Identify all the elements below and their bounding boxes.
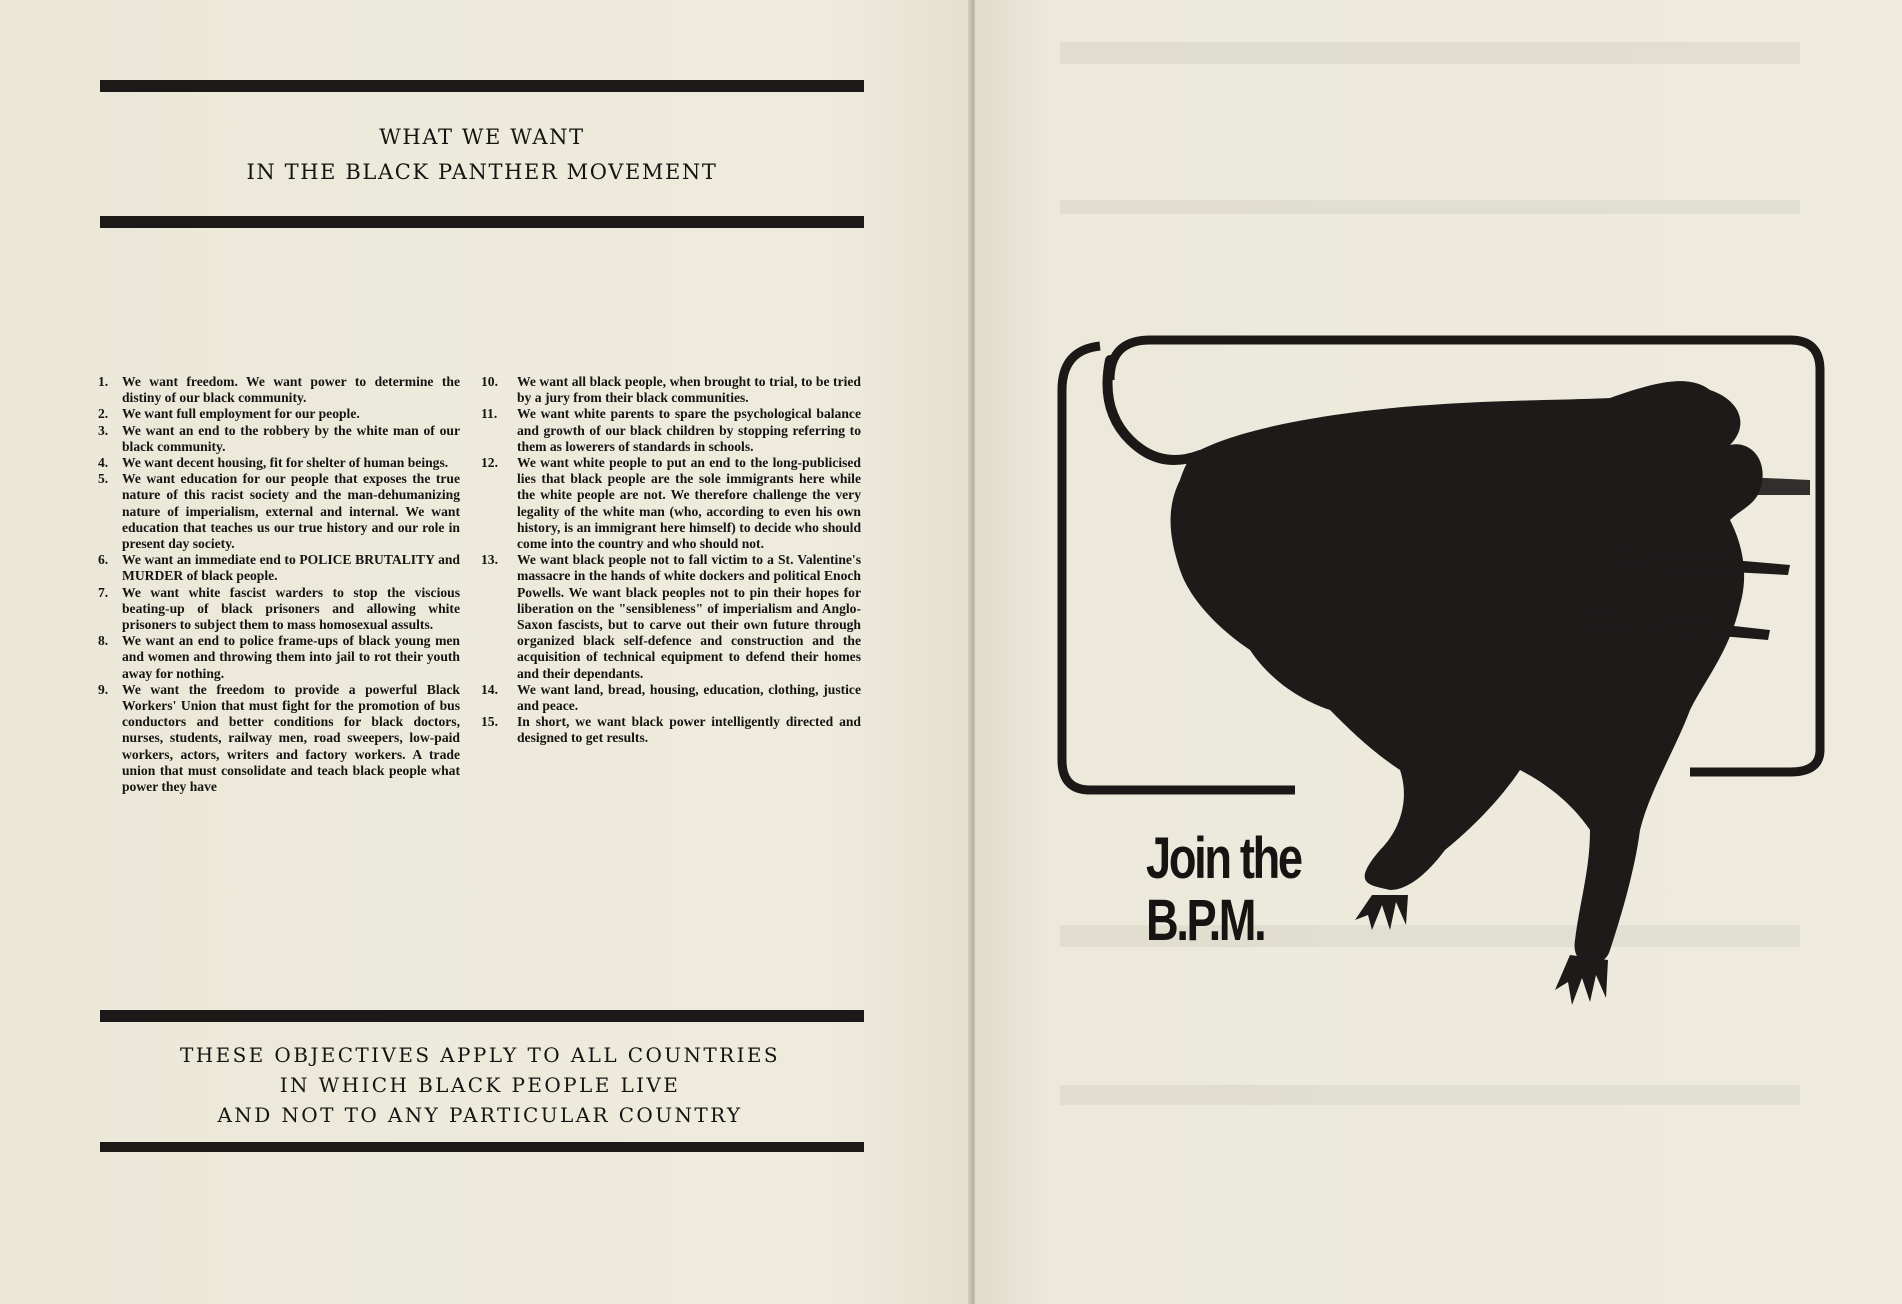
demand-item [98,633,460,682]
footer-bottom-rule [100,1142,864,1152]
demand-text: In short, we want black power intelligently directed and designed to get results. [517,714,861,746]
demand-item [481,374,861,406]
join-line-1: Join the [1146,826,1301,891]
demand-item [98,406,460,422]
footer-line-3: AND NOT TO ANY PARTICULAR COUNTRY [217,1103,743,1127]
demand-item [98,471,460,552]
title-line-2: IN THE BLACK PANTHER MOVEMENT [246,160,718,184]
demand-number: 5. [98,471,109,487]
demand-number: 3. [98,422,109,438]
join-slogan [1146,828,1301,952]
demand-item [98,682,460,795]
demand-number: 11. [481,406,498,422]
demand-item [481,455,861,552]
demand-number: 4. [98,455,109,471]
panther-tail [1108,360,1201,460]
footer-line-2: IN WHICH BLACK PEOPLE LIVE [279,1073,681,1097]
panther-claws [1355,895,1608,1005]
demand-item [98,374,460,406]
demand-number: 13. [481,552,498,568]
demand-text: We want an immediate end to POLICE BRUTALITY and MURDER of black people. [122,552,460,584]
join-line-2: B.P.M. [1146,888,1265,953]
demand-number: 1. [98,374,109,389]
demand-item [98,455,460,471]
page-title [100,120,864,190]
demand-text: We want the freedom to provide a powerful Black Workers' Union that must fight for the promotion of bus conductors and better conditions for black doctors, nurses, students, railway men, road sweepers, low-paid workers, actors, writers and factory workers. A trade union that must consolidate and teach black people what power they have [122,681,460,795]
demand-number: 6. [98,552,109,568]
footer-line-1: THESE OBJECTIVES APPLY TO ALL COUNTRIES [179,1043,781,1067]
demand-text: We want white fascist warders to stop the viscious beating-up of black prisoners and allowing white prisoners to subject them to mass homosexual assults. [122,584,460,633]
demand-text: We want white parents to spare the psychological balance and growth of our black children by stopping referring to them as lowerers of standards in schools. [517,406,861,454]
show-through-left [870,200,970,234]
demand-text: We want land, bread, housing, education, clothing, justice and peace. [517,681,861,714]
demand-text: We want an end to the robbery by the white man of our black community. [122,422,460,454]
demand-text: We want all black people, when brought to trial, to be tried by a jury from their black communities. [517,374,861,406]
demand-number: 2. [98,406,109,422]
demand-number: 14. [481,681,498,697]
demand-text: We want full employment for our people. [122,406,360,422]
show-through-rule [1060,200,1800,214]
demand-text: We want decent housing, fit for shelter of human beings. [122,455,449,471]
demand-item [481,714,861,746]
top-rule [100,80,864,92]
demand-item [98,423,460,455]
demand-text: We want black people not to fall victim to a St. Valentine's massacre in the hands of white dockers and political Enoch Powells. We want black peoples not to pin their hopes for liberation on the "sensibleness" of imperialism and Anglo-Saxon fascists, but to carve out their own future through organized black self-defence and construction and the acquisition of technical equipment to defend their homes and their dependants. [517,552,861,681]
footer-top-rule [100,1010,864,1022]
title-line-1: WHAT WE WANT [379,125,585,149]
demand-text: We want freedom. We want power to determine the distiny of our black community. [122,374,460,406]
demand-number: 7. [98,584,109,600]
demand-item [98,552,460,584]
demand-item [481,552,861,682]
title-bottom-rule [100,216,864,228]
demand-item [481,682,861,714]
demand-item [481,406,861,455]
demand-number: 10. [481,374,498,389]
show-through-rule [1060,42,1800,64]
demands-column-1 [98,374,460,795]
demand-number: 8. [98,633,109,649]
demand-text: We want white people to put an end to the long-publicised lies that black people are the sole immigrants here while the white people are not. We therefore challenge the very legality of the white man (who, according to even his own history, is an immigrant here himself) to decide who should come into the country and who should not. [517,455,861,552]
show-through-rule [1060,1085,1800,1105]
demand-number: 9. [98,681,109,697]
demand-item [98,585,460,634]
demand-text: We want an end to police frame-ups of black young men and women and throwing them into jail to rot their youth away for nothing. [122,633,460,681]
demands-column-2 [481,374,861,747]
footer-statement [150,1040,810,1130]
demand-text: We want education for our people that exposes the true nature of this racist society and the man-dehumanizing nature of imperialism, external and internal. We want education that teaches us our true history and our role in present day society. [122,471,460,552]
demand-number: 12. [481,455,498,471]
demand-number: 15. [481,714,498,730]
